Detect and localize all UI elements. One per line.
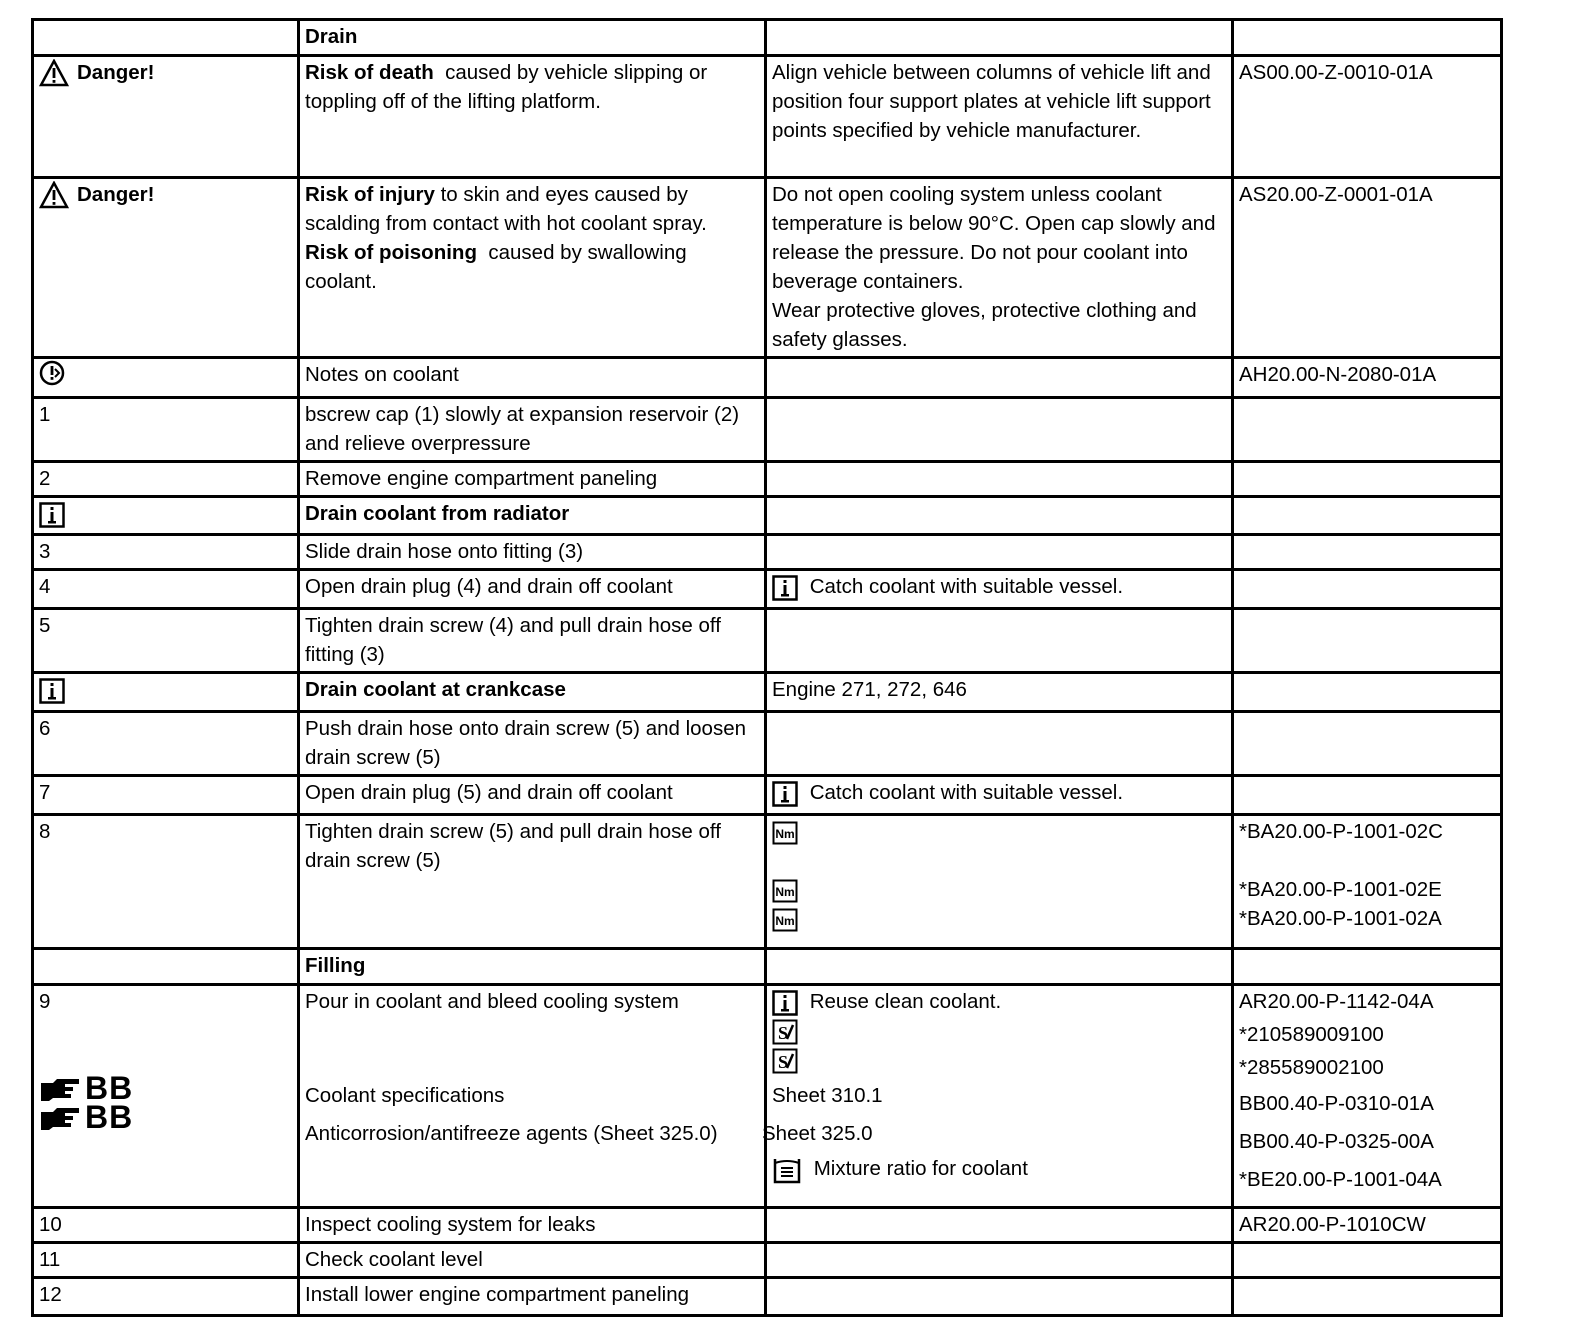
info-icon	[39, 678, 65, 704]
warning-triangle-icon	[39, 59, 69, 87]
table-row: 11 Check coolant level	[33, 1243, 1502, 1278]
info-icon	[772, 990, 798, 1016]
section-header-drain	[33, 20, 1502, 56]
section-title: Filling	[299, 949, 766, 985]
danger-label: Danger!	[39, 180, 292, 209]
table-row: 6 Push drain hose onto drain screw (5) and loosen drain screw (5)	[33, 712, 1502, 776]
table-row: 12 Install lower engine compartment paneling	[33, 1278, 1502, 1316]
table-row: 5 Tighten drain screw (4) and pull drain hose off fitting (3)	[33, 609, 1502, 673]
bb-reference: BB	[39, 1103, 292, 1132]
danger-label: Danger!	[39, 58, 292, 87]
table-row: 2 Remove engine compartment paneling	[33, 462, 1502, 497]
svg-text:S: S	[777, 1022, 789, 1043]
svg-text:Nm: Nm	[775, 913, 795, 928]
table-row: Notes on coolant AH20.00-N-2080-01A	[33, 358, 1502, 398]
torque-nm-icon	[772, 821, 798, 845]
pointing-hand-icon	[39, 1104, 83, 1132]
section-title: Drain	[299, 20, 766, 56]
section-header-filling	[33, 949, 1502, 985]
info-icon	[39, 502, 65, 528]
svg-text:S: S	[777, 1051, 789, 1072]
table-row: Danger! Risk of injury to skin and eyes caused by scalding from contact with hot coolant spray. Risk of poisoning caused by swallowing coolant. Do not open cooling system unless coolant temperature is below 90°C. Open cap slowly and release the pressure. Do not pour coolant into beverage containers. Wear protective gloves, protective clothing and safety glasses. AS20.00-Z-0001-01A	[33, 178, 1502, 358]
warning-triangle-icon	[39, 181, 69, 209]
svg-text:Nm: Nm	[775, 884, 795, 899]
table-row: 9 BB BB Pour in coolant and bleed cooling system Coolant specifications Anticorrosion/antifreeze agents (Sheet 325.0) Reuse clean coolant. S S Sheet 310.1 Sheet 325.0 Mixture ratio for coolant AR20.00-P-1142-04A *210589009100 *285589002100 BB00.40-P-0310-01A BB00.40-P-0325-00A *BE20.00-P-1001-04A	[33, 985, 1502, 1208]
special-tool-icon	[772, 1048, 798, 1074]
note-circle-icon	[39, 360, 65, 386]
table-row: 3 Slide drain hose onto fitting (3)	[33, 535, 1502, 570]
special-tool-icon	[772, 1019, 798, 1045]
mixture-ratio-icon	[772, 1155, 802, 1185]
table-row: 4 Open drain plug (4) and drain off coolant Catch coolant with suitable vessel.	[33, 570, 1502, 609]
bb-reference: BB	[39, 1074, 292, 1103]
info-icon	[772, 575, 798, 601]
table-row: 7 Open drain plug (5) and drain off coolant Catch coolant with suitable vessel.	[33, 776, 1502, 815]
table-row: 1 bscrew cap (1) slowly at expansion reservoir (2) and relieve overpressure	[33, 398, 1502, 462]
torque-nm-icon	[772, 879, 798, 903]
table-row: Danger! Risk of death caused by vehicle slipping or toppling off of the lifting platform. Align vehicle between columns of vehicle lift and position four support plates at vehicle lift support points specified by vehicle manufacturer. AS00.00-Z-0010-01A	[33, 56, 1502, 178]
table-row: Drain coolant from radiator	[33, 497, 1502, 535]
table-row: 8 Tighten drain screw (5) and pull drain hose off drain screw (5) Nm Nm Nm *BA20.00-P-1001-02C *BA20.00-P-1001-02E *BA20.00-P-1001-02A	[33, 815, 1502, 949]
svg-text:Nm: Nm	[775, 826, 795, 841]
info-icon	[772, 781, 798, 807]
table-row: 10 Inspect cooling system for leaks AR20.00-P-1010CW	[33, 1208, 1502, 1243]
torque-nm-icon	[772, 908, 798, 932]
table-row: Drain coolant at crankcase Engine 271, 272, 646	[33, 673, 1502, 712]
pointing-hand-icon	[39, 1075, 83, 1103]
procedure-table	[31, 18, 1503, 1317]
